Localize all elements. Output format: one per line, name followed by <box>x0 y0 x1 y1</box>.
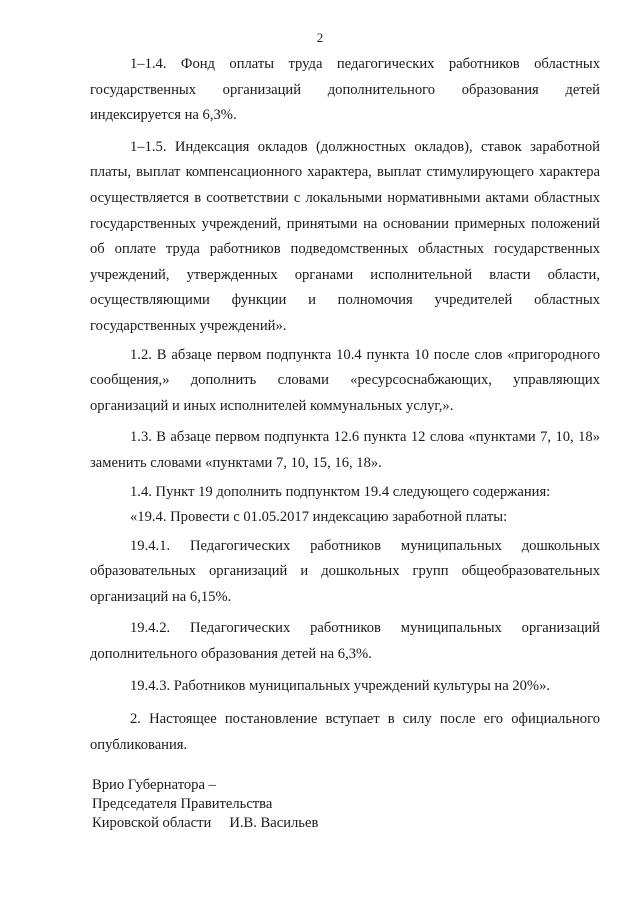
signatory-name: И.В. Васильев <box>229 815 319 831</box>
signature-title-line-1: Врио Губернатора – <box>92 777 216 793</box>
paragraph-2: 2. Настоящее постановление вступает в силу после его официального опубликования. <box>90 711 600 753</box>
paragraph-1-1-5: 1–1.5. Индексация окладов (должностных окладов), ставок заработной платы, выплат компенсационного характера, выплат стимулирующего характера осуществляется в соответствии с локальными нормативными актами областных государственных учреждений, принятыми на основании примерных положений об оплате труда работников подведомственных областных государственных учреждений, утвержденных органами исполнительной власти области, осуществляющими функции и полномочия учредителей областных государственных учреждений». <box>90 138 600 334</box>
document-body <box>90 52 600 758</box>
page-number: 2 <box>316 30 324 45</box>
paragraph-19-4: «19.4. Провести с 01.05.2017 индексацию заработной платы: <box>130 509 508 526</box>
paragraph-19-4-3: 19.4.3. Работников муниципальных учреждений культуры на 20%». <box>130 677 551 694</box>
paragraph-1-3: 1.3. В абзаце первом подпункта 12.6 пункта 12 слова «пунктами 7, 10, 18» заменить словами «пунктами 7, 10, 15, 16, 18». <box>90 429 600 471</box>
paragraph-1-4: 1.4. Пункт 19 дополнить подпунктом 19.4 следующего содержания: <box>130 483 551 500</box>
paragraph-19-4-1: 19.4.1. Педагогических работников муниципальных дошкольных образовательных организаций и дошкольных групп общеобразовательных организаций на 6,15%. <box>90 537 600 605</box>
signature-title-line-2: Председателя Правительства <box>92 796 273 812</box>
paragraph-19-4-2: 19.4.2. Педагогических работников муниципальных организаций дополнительного образования детей на 6,3%. <box>90 620 600 663</box>
signature-block <box>92 776 318 833</box>
paragraph-1-2: 1.2. В абзаце первом подпункта 10.4 пункта 10 после слов «пригородного сообщения,» дополнить словами «ресурсоснабжающих, управляющих организаций и иных исполнителей коммунальных услуг,». <box>90 346 600 414</box>
signature-title-line-3 <box>92 814 318 833</box>
signature-region: Кировской области <box>92 815 212 831</box>
paragraph-1-1-4: 1–1.4. Фонд оплаты труда педагогических работников областных государственных организаций дополнительного образования детей индексируется на 6,3%. <box>90 56 600 124</box>
